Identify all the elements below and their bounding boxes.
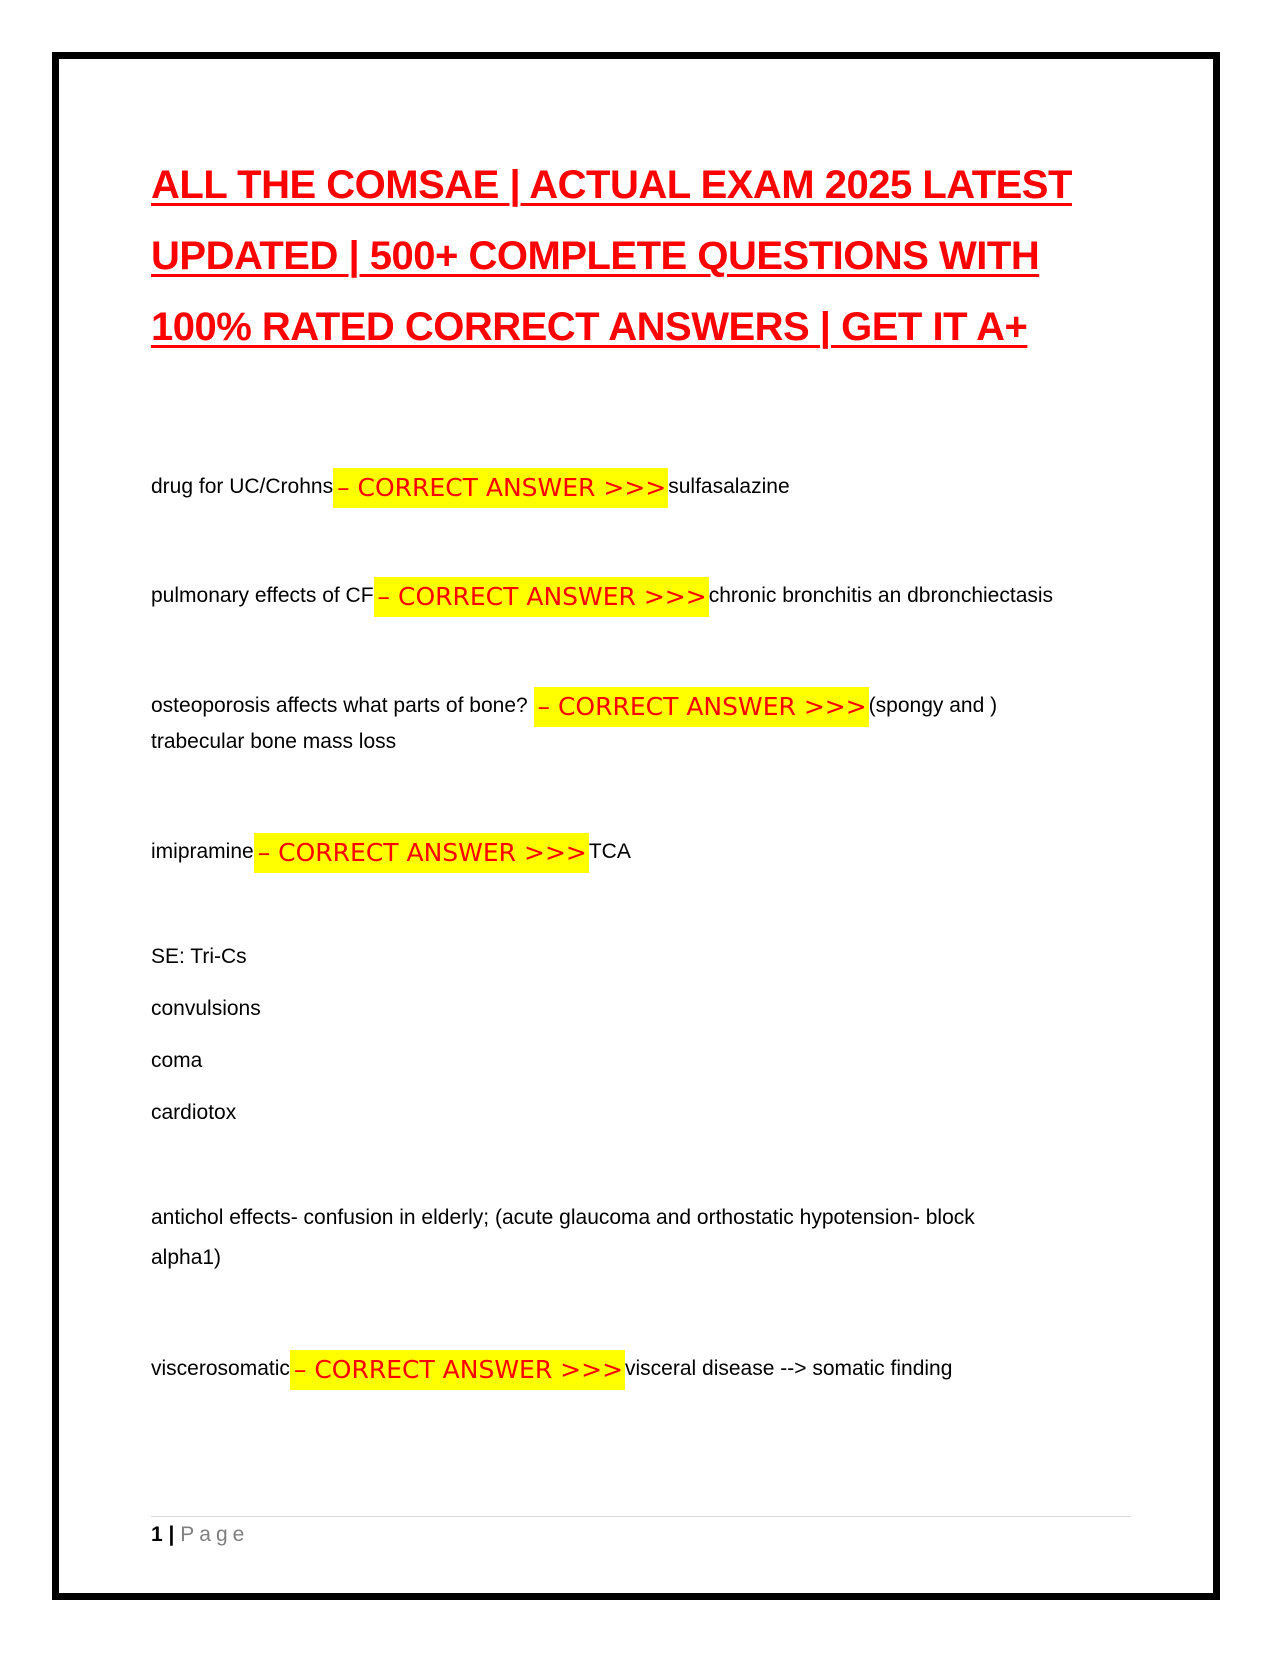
note-line-1: SE: Tri-Cs xyxy=(151,945,247,968)
qa-entry-2 xyxy=(151,577,1053,617)
qa-entry-1 xyxy=(151,468,790,508)
note-line-3: coma xyxy=(151,1049,203,1072)
page-label: Page xyxy=(180,1523,250,1546)
footer-separator: | xyxy=(168,1523,175,1546)
page-number: 1 xyxy=(151,1523,163,1546)
correct-answer-marker: – CORRECT ANSWER >>> xyxy=(333,468,668,508)
answer-text: sulfasalazine xyxy=(668,475,790,498)
question-text: viscerosomatic xyxy=(151,1357,290,1380)
question-text: imipramine xyxy=(151,840,254,863)
title-line-3: 100% RATED CORRECT ANSWERS | GET IT A+ xyxy=(151,305,1028,349)
qa-entry-4 xyxy=(151,833,631,873)
document-title xyxy=(151,150,1151,363)
note-line-2: convulsions xyxy=(151,997,261,1020)
answer-text: TCA xyxy=(588,840,631,863)
question-text: drug for UC/Crohns xyxy=(151,475,334,498)
qa-entry-3 xyxy=(151,687,997,727)
answer-text: visceral disease --> somatic finding xyxy=(625,1357,953,1380)
qa-entry-5 xyxy=(151,1350,952,1390)
title-line-1: ALL THE COMSAE | ACTUAL EXAM 2025 LATEST xyxy=(151,163,1072,207)
correct-answer-marker: – CORRECT ANSWER >>> xyxy=(290,1350,625,1390)
answer-text: chronic bronchitis an dbronchiectasis xyxy=(708,584,1054,607)
qa-entry-3-continuation: trabecular bone mass loss xyxy=(151,730,397,753)
title-line-2: UPDATED | 500+ COMPLETE QUESTIONS WITH xyxy=(151,234,1040,278)
question-text: pulmonary effects of CF xyxy=(151,584,374,607)
question-text: osteoporosis affects what parts of bone? xyxy=(151,694,528,717)
paragraph-line-2: alpha1) xyxy=(151,1246,222,1269)
note-line-4: cardiotox xyxy=(151,1101,237,1124)
correct-answer-marker: – CORRECT ANSWER >>> xyxy=(254,833,589,873)
correct-answer-marker: – CORRECT ANSWER >>> xyxy=(374,577,709,617)
footer-divider xyxy=(151,1516,1131,1517)
answer-text: (spongy and ) xyxy=(868,694,998,717)
paragraph-line-1: antichol effects- confusion in elderly; (acute glaucoma and orthostatic hypotension- block xyxy=(151,1206,975,1229)
page-footer xyxy=(151,1520,249,1550)
correct-answer-marker: – CORRECT ANSWER >>> xyxy=(534,687,869,727)
